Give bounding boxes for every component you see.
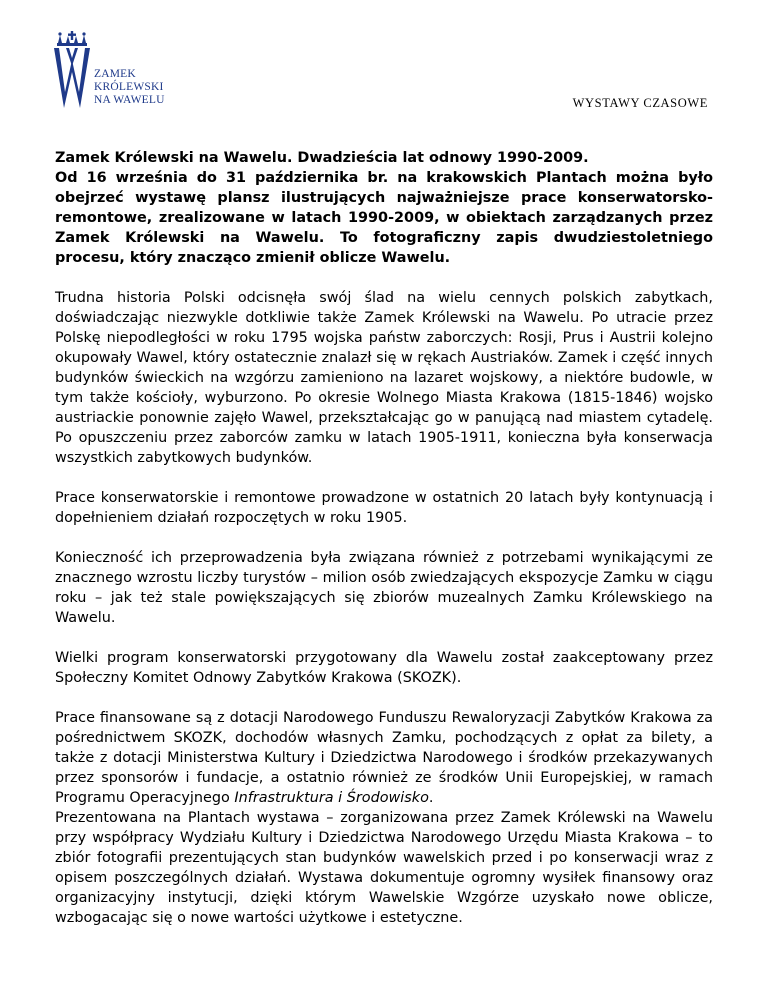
paragraph-continuation: Prace konserwatorskie i remontowe prowadzone w ostatnich 20 latach były kontynuacją i dopełnieniem działań rozpoczętych w roku 1905. — [55, 490, 713, 526]
article-lead: Od 16 września do 31 października br. na krakowskich Plantach można było obejrzeć wystawę plansz ilustrujących najważniejsze prace konserwatorsko-remontowe, zrealizowane w latach 1990-2009, w obiektach zarządzanych przez Zamek Królewski na Wawelu. To fotograficzny zapis dwudziestoletniego procesu, który znacząco zmienił oblicze Wawelu. — [55, 170, 713, 266]
paragraph-history: Trudna historia Polski odcisnęła swój ślad na wielu cennych polskich zabytkach, doświadczając niezwykle dotkliwie także Zamek Królewski na Wawelu. Po utracie przez Polskę niepodległości w roku 1795 wojska państw zaborczych: Rosji, Prus i Austrii kolejno okupowały Wawel, który ostatecznie znalazł się w rękach Austriaków. Zamek i część innych budynków świeckich na wzgórzu zamieniono na lazaret wojskowy, a niektóre budowle, w tym także kościoły, wyburzono. Po okresie Wolnego Miasta Krakowa (1815-1846) wojsko austriackie ponownie zajęło Wawel, przekształcając go w panującą nad miastem cytadelę. Po opuszczeniu przez zaborców zamku w latach 1905-1911, konieczna była konserwacja wszystkich zabytkowych budynków. — [55, 290, 713, 466]
logo-line-3: NA WAWELU — [94, 94, 165, 106]
logo-line-1: ZAMEK — [94, 68, 136, 80]
crown-w-icon — [52, 30, 92, 110]
paragraph-exhibition: Prezentowana na Plantach wystawa – zorganizowana przez Zamek Królewski na Wawelu przy współpracy Wydziału Kultury i Dziedzictwa Narodowego Urzędu Miasta Krakowa – to zbiór fotografii prezentujących stan budynków wawelskich przed i po konserwacji wraz z opisem poszczególnych działań. Wystawa dokumentuje ogromny wysiłek finansowy oraz organizacyjny instytucji, dzięki którym Wawelskie Wzgórze uzyskało nowe oblicze, wzbogacając się o nowe wartości użytkowe i estetyczne. — [55, 810, 713, 926]
logo-wordmark — [94, 68, 165, 107]
program-name: Infrastruktura i Środowisko — [234, 790, 429, 806]
logo-line-2: KRÓLEWSKI — [94, 81, 164, 93]
financing-end: . — [428, 790, 434, 806]
article-title: Zamek Królewski na Wawelu. Dwadzieścia lat odnowy 1990-2009. — [55, 150, 589, 166]
paragraph-program: Wielki program konserwatorski przygotowany dla Wawelu został zaakceptowany przez Społeczny Komitet Odnowy Zabytków Krakowa (SKOZK). — [55, 650, 713, 686]
financing-text: Prace finansowane są z dotacji Narodowego Funduszu Rewaloryzacji Zabytków Krakowa za pośrednictwem SKOZK, dochodów własnych Zamku, pochodzących z opłat za bilety, a także z dotacji Ministerstwa Kultury i Dziedzictwa Narodowego i środków przekazywanych przez sponsorów i fundacje, a ostatnio również ze środków Unii Europejskiej, w ramach Programu Operacyjnego — [55, 710, 713, 806]
article-body — [55, 148, 713, 928]
paragraph-financing — [55, 708, 713, 808]
paragraph-necessity: Konieczność ich przeprowadzenia była związana również z potrzebami wynikającymi ze znacznego wzrostu liczby turystów – milion osób zwiedzających ekspozycje Zamku w ciągu roku – jak też stale powiększających się zbiorów muzealnych Zamku Królewskiego na Wawelu. — [55, 550, 713, 626]
wawel-logo — [52, 30, 192, 110]
section-label: WYSTAWY CZASOWE — [572, 96, 708, 110]
